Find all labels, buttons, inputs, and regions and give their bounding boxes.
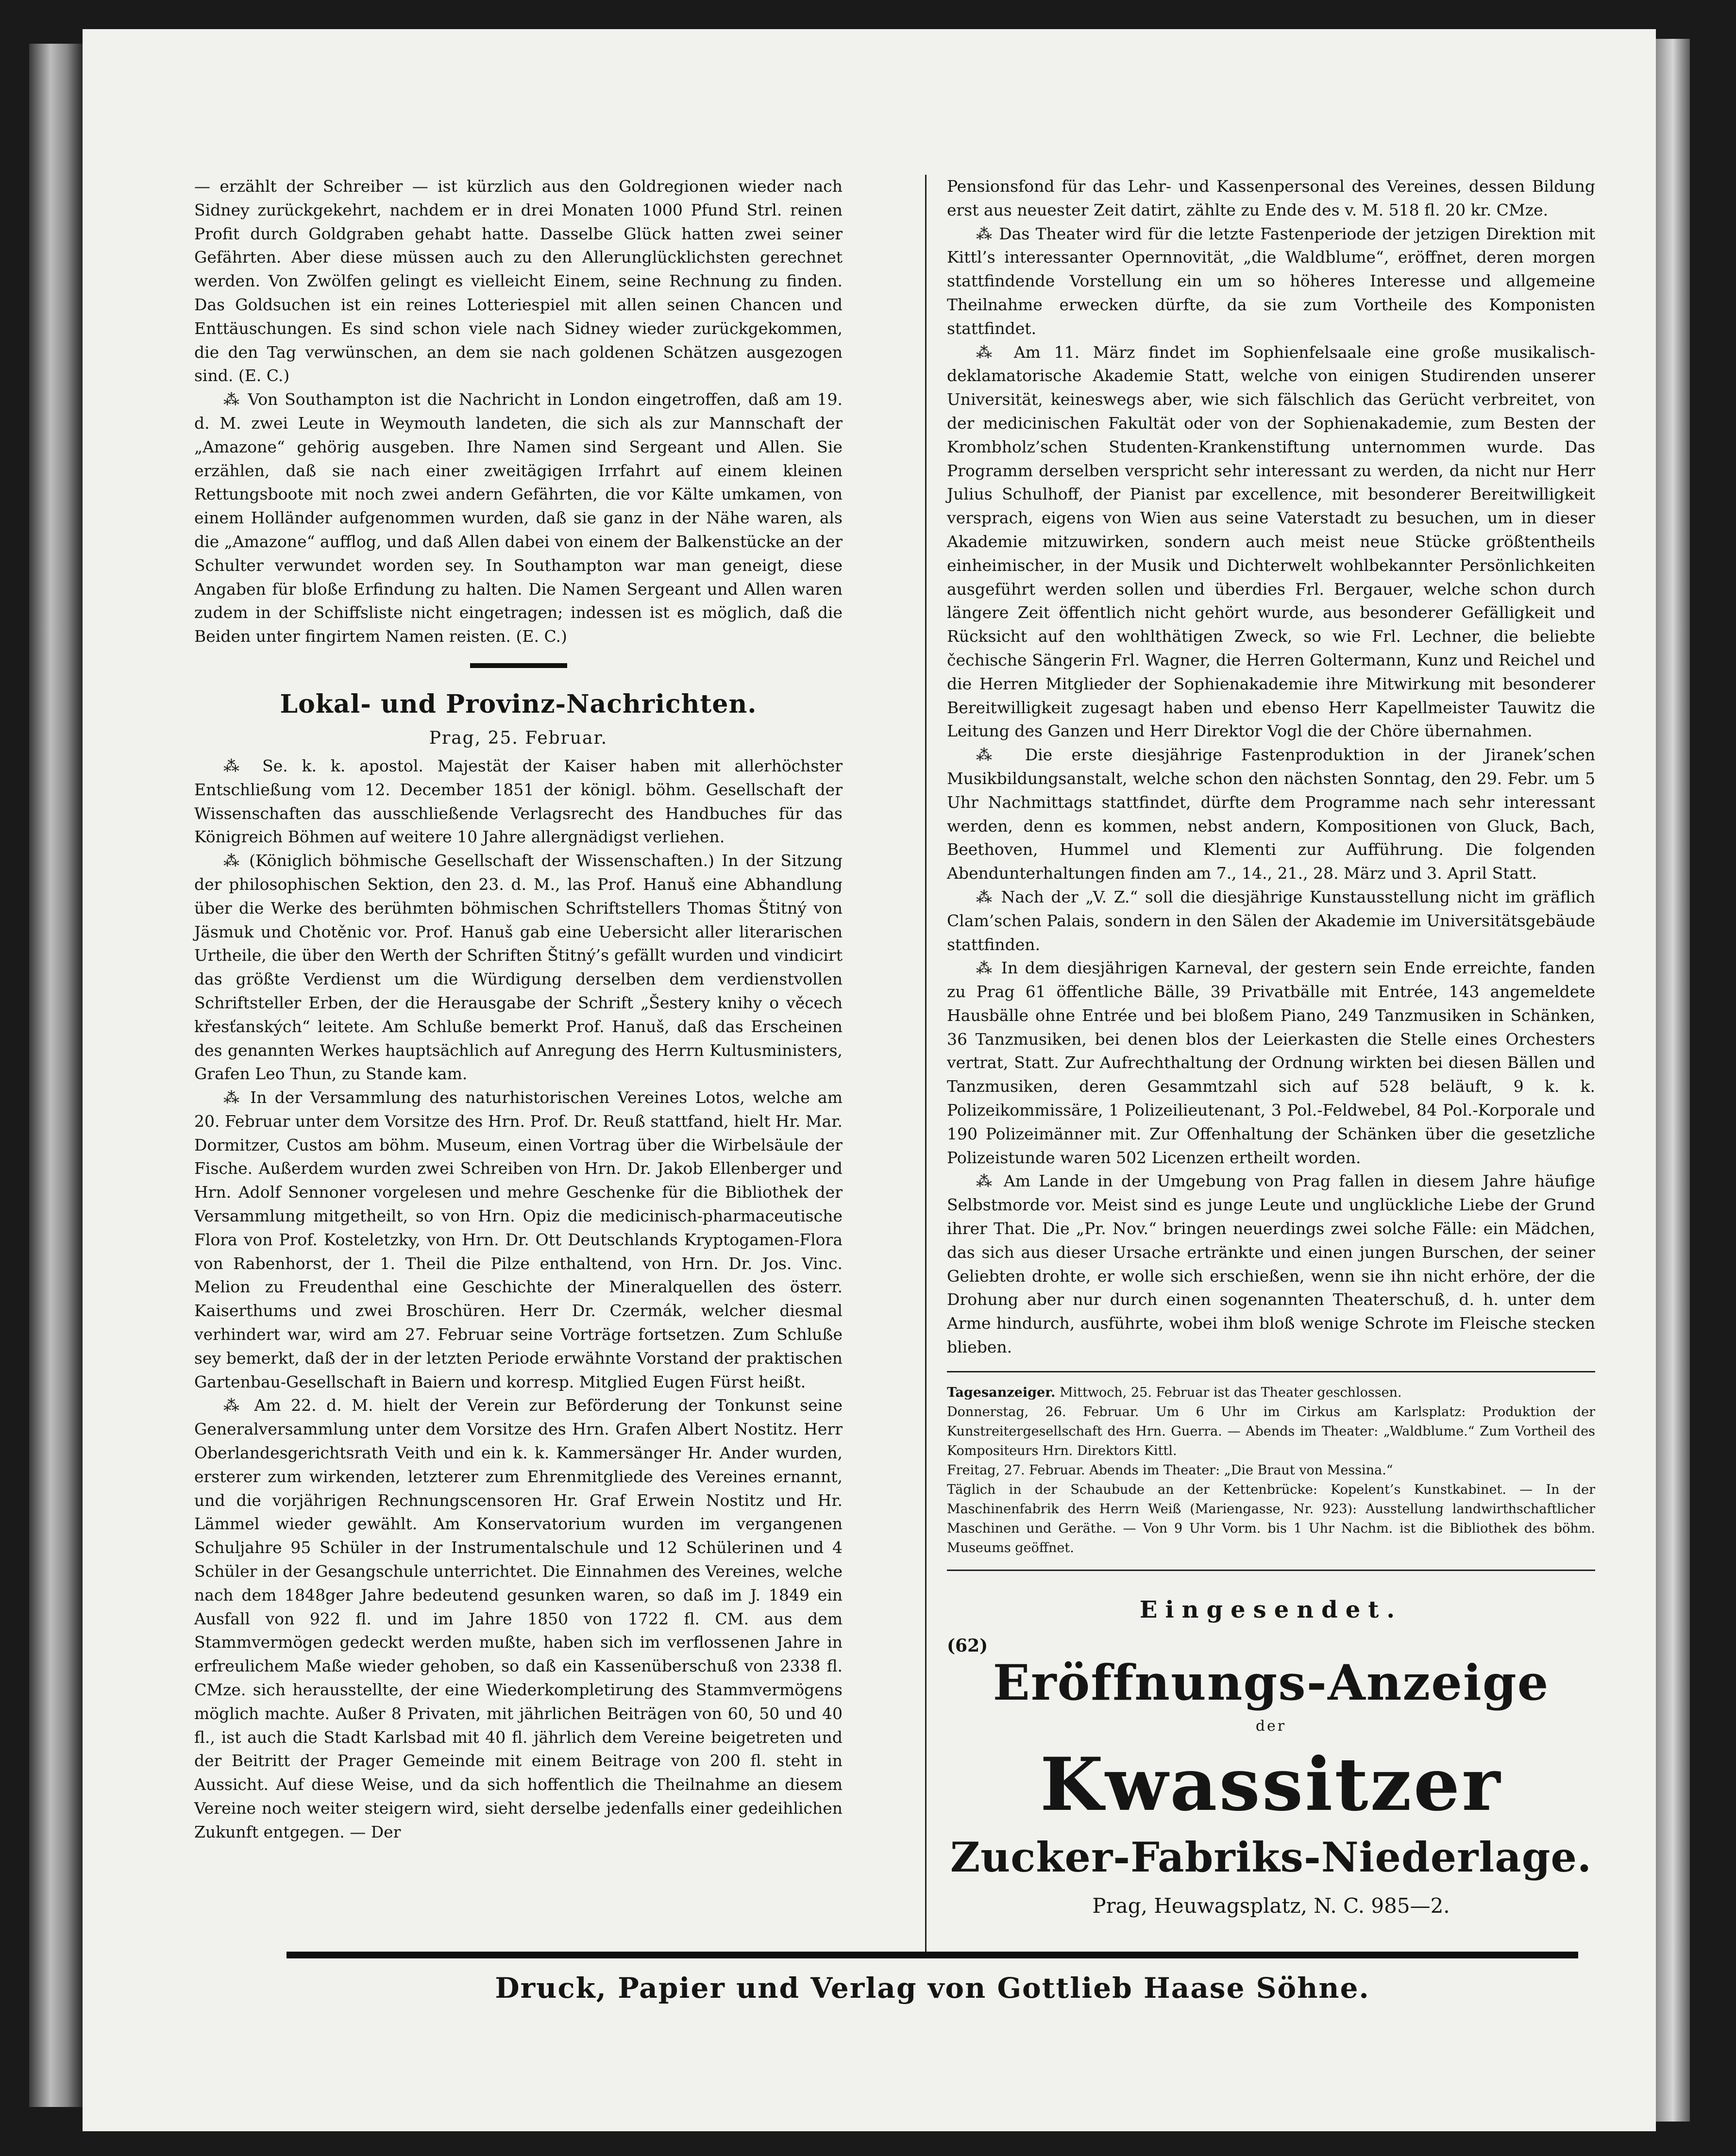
advertisement-subtitle: Zucker-Fabriks-Niederlage. (950, 1833, 1592, 1881)
article-gesellschaft-wissenschaften: ⁂ (Königlich böhmische Gesellschaft der Wissenschaften.) In der Sitzung der philosophischen Sektion, den 23. d. M., las Prof. Hanuš eine Abhandlung über die Werke des berühmten böhmischen Schriftstellers Thomas Štitný von Jäsmuk und Chotěnic vor. Prof. Hanuš gab eine Uebersicht aller literarischen Urtheile, die über den Werth der Schriften Štitný’s gefällt wurden und vindicirt das größte Verdienst um die Würdigung derselben dem verdienstvollen Schriftsteller Erben, der die Herausgabe der Schrift „Šestery knihy o věcech křesťanských“ leitete. Am Schluße bemerkt Prof. Hanuš, daß das Erscheinen des genannten Werkes hauptsächlich auf Anregung des Herrn Kultusministers, Grafen Leo Thun, zu Stande kam. (194, 851, 843, 1084)
tagesanzeiger (947, 1383, 1595, 1558)
left-column (194, 175, 843, 1844)
advertisement-number: (62) (947, 1635, 988, 1656)
tagesanzeiger-line: Donnerstag, 26. Februar. Um 6 Uhr im Cirkus am Karlsplatz: Produktion der Kunstreitergesellschaft des Hrn. Guerra. — Abends im Theater: „Waldblume.“ Zum Vortheil des Kompositeurs Hrn. Direktors Kittl. (947, 1404, 1595, 1458)
article-theater-waldblume: ⁂ Das Theater wird für die letzte Fastenperiode der jetzigen Direktion mit Kittl’s interessanter Opernnovität, „die Waldblume“, eröffnet, deren morgen stattfindende Vorstellung ein um so höheres Interesse und allgemeine Theilnahme erwecken dürfte, da sie zum Vortheile des Komponisten stattfindet. (947, 224, 1595, 338)
article-southampton: ⁂ Von Southampton ist die Nachricht in London eingetroffen, daß am 19. d. M. zwei Leute in Weymouth landeten, die sich als zur Mannschaft der „Amazone“ gehörig ausgeben. Ihre Namen sind Sergeant und Allen. Sie erzählen, daß sie nach einer zweitägigen Irrfahrt auf einem kleinen Rettungsboote mit noch zwei andern Gefährten, die vor Kälte umkamen, von einem Holländer aufgenommen wurden, daß sie ganz in der Nähe waren, als die „Amazone“ aufflog, und daß Allen dabei von einem der Balkenstücke an der Schulter verwundet worden sey. In Southampton war man geneigt, diese Angaben für bloße Erfindung zu halten. Die Namen Sergeant und Allen waren zudem in der Schiffsliste nicht eingetragen; indessen ist es möglich, daß die Beiden unter fingirtem Namen reisten. (E. C.) (194, 390, 843, 646)
article-verein-lotos: ⁂ In der Versammlung des naturhistorischen Vereines Lotos, welche am 20. Februar unter dem Vorsitze des Hrn. Prof. Dr. Reuß stattfand, hielt Hr. Mar. Dormitzer, Custos am böhm. Museum, einen Vortrag über die Wirbelsäule der Fische. Außerdem wurden zwei Schreiben von Hrn. Dr. Jakob Ellenberger und Hrn. Adolf Sennoner vorgelesen und mehre Geschenke für die Bibliothek der Versammlung mitgetheilt, so von Hrn. Opiz die medicinisch-pharmaceutische Flora von Prof. Kosteletzky, von Hrn. Dr. Ott Deutschlands Kryptogamen-Flora von Rabenhorst, der 1. Theil die Pilze enthaltend, von Hrn. Dr. Jos. Vinc. Melion zu Freudenthal eine Geschichte der Mineralquellen des österr. Kaiserthums und zwei Broschüren. Herr Dr. Czermák, welcher diesmal verhindert war, wird am 27. Februar seine Vorträge fortsetzen. Zum Schluße sey bemerkt, daß der in der letzten Periode erwähnte Vorstand der praktischen Gartenbau-Gesellschaft in Baiern und korresp. Mitglied Eugen Fürst heißt. (194, 1088, 843, 1391)
article-kaiser-verlagsrecht: ⁂ Se. k. k. apostol. Majestät der Kaiser haben mit allerhöchster Entschließung vom 12. December 1851 der königl. böhm. Gesellschaft der Wissenschaften das ausschließende Verlagsrecht des Handbuches für das Königreich Böhmen auf weitere 10 Jahre allergnädigst verliehen. (194, 756, 843, 847)
tagesanzeiger-lead: Tagesanzeiger. (947, 1385, 1056, 1400)
tagesanzeiger-line: Täglich in der Schaubude an der Kettenbrücke: Kopelent’s Kunstkabinet. — In der Maschinenfabrik des Herrn Weiß (Mariengasse, Nr. 923): Ausstellung landwirthschaftlicher Maschinen und Geräthe. — Von 9 Uhr Vorm. bis 1 Uhr Nachm. ist die Bibliothek des böhm. Museums geöffnet. (947, 1482, 1595, 1555)
page-edge-left (29, 44, 83, 2107)
advertisement-header-row (947, 1590, 1595, 1656)
section-heading: Lokal- und Provinz-Nachrichten. (280, 689, 757, 719)
article-fastenproduktion: ⁂ Die erste diesjährige Fastenproduktion in der Jiranek’schen Musikbildungsanstalt, welche schon den nächsten Sonntag, den 29. Febr. um 5 Uhr Nachmittags stattfindet, dürfte dem Programme nach sehr interessant werden, denn es kommen, nebst andern, Kompositionen von Gluck, Bach, Beethoven, Hummel und Klementi zur Aufführung. Die folgenden Abendunterhaltungen finden am 7., 14., 21., 28. März und 3. April Statt. (947, 745, 1595, 883)
tagesanzeiger-separator (947, 1371, 1595, 1372)
dateline: Prag, 25. Februar. (429, 728, 608, 748)
advertisement-address: Prag, Heuwagsplatz, N. C. 985—2. (1092, 1893, 1450, 1918)
advertisement-brand: Kwassitzer (1040, 1741, 1502, 1827)
imprint-footer: Druck, Papier und Verlag von Gottlieb Haase Söhne. (495, 1972, 1370, 2005)
column-divider (925, 175, 927, 1952)
tagesanzeiger-line: Mittwoch, 25. Februar ist das Theater geschlossen. (1059, 1385, 1402, 1400)
footer-rule (287, 1952, 1578, 1958)
right-column (947, 175, 1595, 1922)
article-selbstmorde: ⁂ Am Lande in der Umgebung von Prag fallen in diesem Jahre häufige Selbstmorde vor. Meist sind es junge Leute und unglückliche Liebe der Grund ihrer That. Die „Pr. Nov.“ bringen neuerdings zwei solche Fälle: ein Mädchen, das sich aus dieser Ursache ertränkte und einen jungen Burschen, der seiner Geliebten drohte, er wolle sich erschießen, wenn sie ihn nicht erhöre, der die Drohung aber nur durch einen sogenannten Theaterschuß, d. h. unter dem Arme hindurch, ausführte, wobei ihm bloß wenige Schrote im Fleische stecken blieben. (947, 1171, 1595, 1357)
advertisement-title: Eröffnungs-Anzeige (993, 1654, 1550, 1711)
article-pensionsfond: Pensionsfond für das Lehr- und Kassenpersonal des Vereines, dessen Bildung erst aus neuester Zeit datirt, zählte zu Ende des v. M. 518 fl. 20 kr. CMze. (947, 177, 1595, 219)
article-akademie-sophiensaal: ⁂ Am 11. März findet im Sophienfelsaale eine große musikalisch-deklamatorische Akademie Statt, welche von einigen Studirenden unserer Universität, keineswegs aber, wie sich fälschlich das Gerücht verbreitet, von der medicinischen Fakultät oder von der Sophienakademie, zum Besten der Krombholz’schen Studenten-Krankenstiftung unternommen wurde. Das Programm derselben verspricht sehr interessant zu werden, da nicht nur Herr Julius Schulhoff, der Pianist par excellence, mit besonderer Bereitwilligkeit versprach, eigens von Wien aus seine Vaterstadt zu besuchen, um in dieser Akademie mitzuwirken, sondern auch meist neue Stücke größtentheils einheimischer, in der Musik und Dichterwelt wohlbekannter Persönlichkeiten ausgeführt werden sollen und überdies Frl. Bergauer, welche schon durch längere Zeit öffentlich nicht gehört wurde, aus besonderer Gefälligkeit und Rücksicht auf den wohlthätigen Zweck, so wie Frl. Lechner, die beliebte čechische Sängerin Frl. Wagner, die Herren Goltermann, Kunz und Reichel und die Herren Mitglieder der Sophienakademie ihre Mitwirkung mit besonderer Bereitwilligkeit zugesagt haben und ebenso Herr Kapellmeister Tauwitz die Leitung des Ganzen und Herr Direktor Vogl die der Chöre übernahmen. (947, 342, 1595, 741)
article-kunstausstellung: ⁂ Nach der „V. Z.“ soll die diesjährige Kunstausstellung nicht im gräflich Clam’schen Palais, sondern in den Sälen der Akademie im Universitätsgebäude stattfinden. (947, 887, 1595, 954)
tagesanzeiger-line: Freitag, 27. Februar. Abends im Theater: „Die Braut von Messina.“ (947, 1462, 1393, 1478)
article-gold-regions: — erzählt der Schreiber — ist kürzlich aus den Goldregionen wieder nach Sidney zurückgekehrt, nachdem er in drei Monaten 1000 Pfund Strl. reinen Profit durch Goldgraben gehabt hatte. Dasselbe Glück hatten zwei seiner Gefährten. Aber diese müssen auch zu den Allerunglücklichsten gerechnet werden. Von Zwölfen gelingt es vielleicht Einem, seine Rechnung zu finden. Das Goldsuchen ist ein reines Lotteriespiel mit allen seinen Chancen und Enttäuschungen. Es sind schon viele nach Sidney wieder zurückgekommen, die den Tag verwünschen, an dem sie nach goldenen Schätzen ausgezogen sind. (E. C.) (194, 177, 843, 385)
section-separator (470, 663, 567, 668)
advertisement-separator (947, 1570, 1595, 1571)
article-tonkunst-verein: ⁂ Am 22. d. M. hielt der Verein zur Beförderung der Tonkunst seine Generalversammlung unter dem Vorsitze des Hrn. Grafen Albert Nostitz. Herr Oberlandesgerichtsrath Veith und ein k. k. Kammersänger Hr. Ander wurden, ersterer zum wirkenden, letzterer zum Ehrenmitgliede des Vereines ernannt, und die vorjährigen Rechnungscensoren Hr. Graf Erwein Nostitz und Hr. Lämmel wieder gewählt. Am Konservatorium wurden im vergangenen Schuljahre 95 Schüler in der Instrumentalschule und 12 Schülerinen und 4 Schüler in der Gesangschule unterrichtet. Die Einnahmen des Vereines, welche nach dem 1848ger Jahre bedeutend gesunken waren, so daß im J. 1849 ein Ausfall von 922 fl. und im Jahre 1850 von 1722 fl. CM. aus dem Stammvermögen gedeckt werden mußte, haben sich im verflossenen Jahre in erfreulichem Maße wieder gehoben, so daß ein Kassenüberschuß von 2338 fl. CMze. sich herausstellte, der eine Wiederkompletirung des Stammvermögens möglich machte. Außer 8 Privaten, mit jährlichen Beiträgen von 60, 50 und 40 fl., ist auch die Stadt Karlsbad mit 40 fl. jährlich dem Vereine beigetreten und der Beitritt der Prager Gemeinde mit einem Beitrage von 200 fl. steht in Aussicht. Auf diese Weise, und da sich hoffentlich die Theilnahme an diesem Vereine noch weiter steigern wird, sieht derselbe jedenfalls einer gedeihlichen Zukunft entgegen. — Der (194, 1396, 843, 1841)
article-karneval: ⁂ In dem diesjährigen Karneval, der gestern sein Ende erreichte, fanden zu Prag 61 öffentliche Bälle, 39 Privatbälle mit Entrée, 143 angemeldete Hausbälle ohne Entrée und bei bloßem Piano, 249 Tanzmusiken in Schänken, 36 Tanzmusiken, bei denen blos der Leierkasten die Stelle eines Orchesters vertrat, Statt. Zur Aufrechthaltung der Ordnung wirkten bei diesen Bällen und Tanzmusiken, deren Gesammtzahl sich auf 528 beläuft, 9 k. k. Polizeikommissäre, 1 Polizeilieutenant, 3 Pol.-Feldwebel, 84 Pol.-Korporale und 190 Polizeimänner mit. Zur Offenhaltung der Schänken über die gesetzliche Polizeistunde waren 502 Licenzen ertheilt worden. (947, 958, 1595, 1167)
advertisement-header: Eingesendet. (1139, 1596, 1403, 1623)
page-edge-right (1656, 39, 1690, 2122)
advertisement-der: der (1255, 1717, 1287, 1735)
